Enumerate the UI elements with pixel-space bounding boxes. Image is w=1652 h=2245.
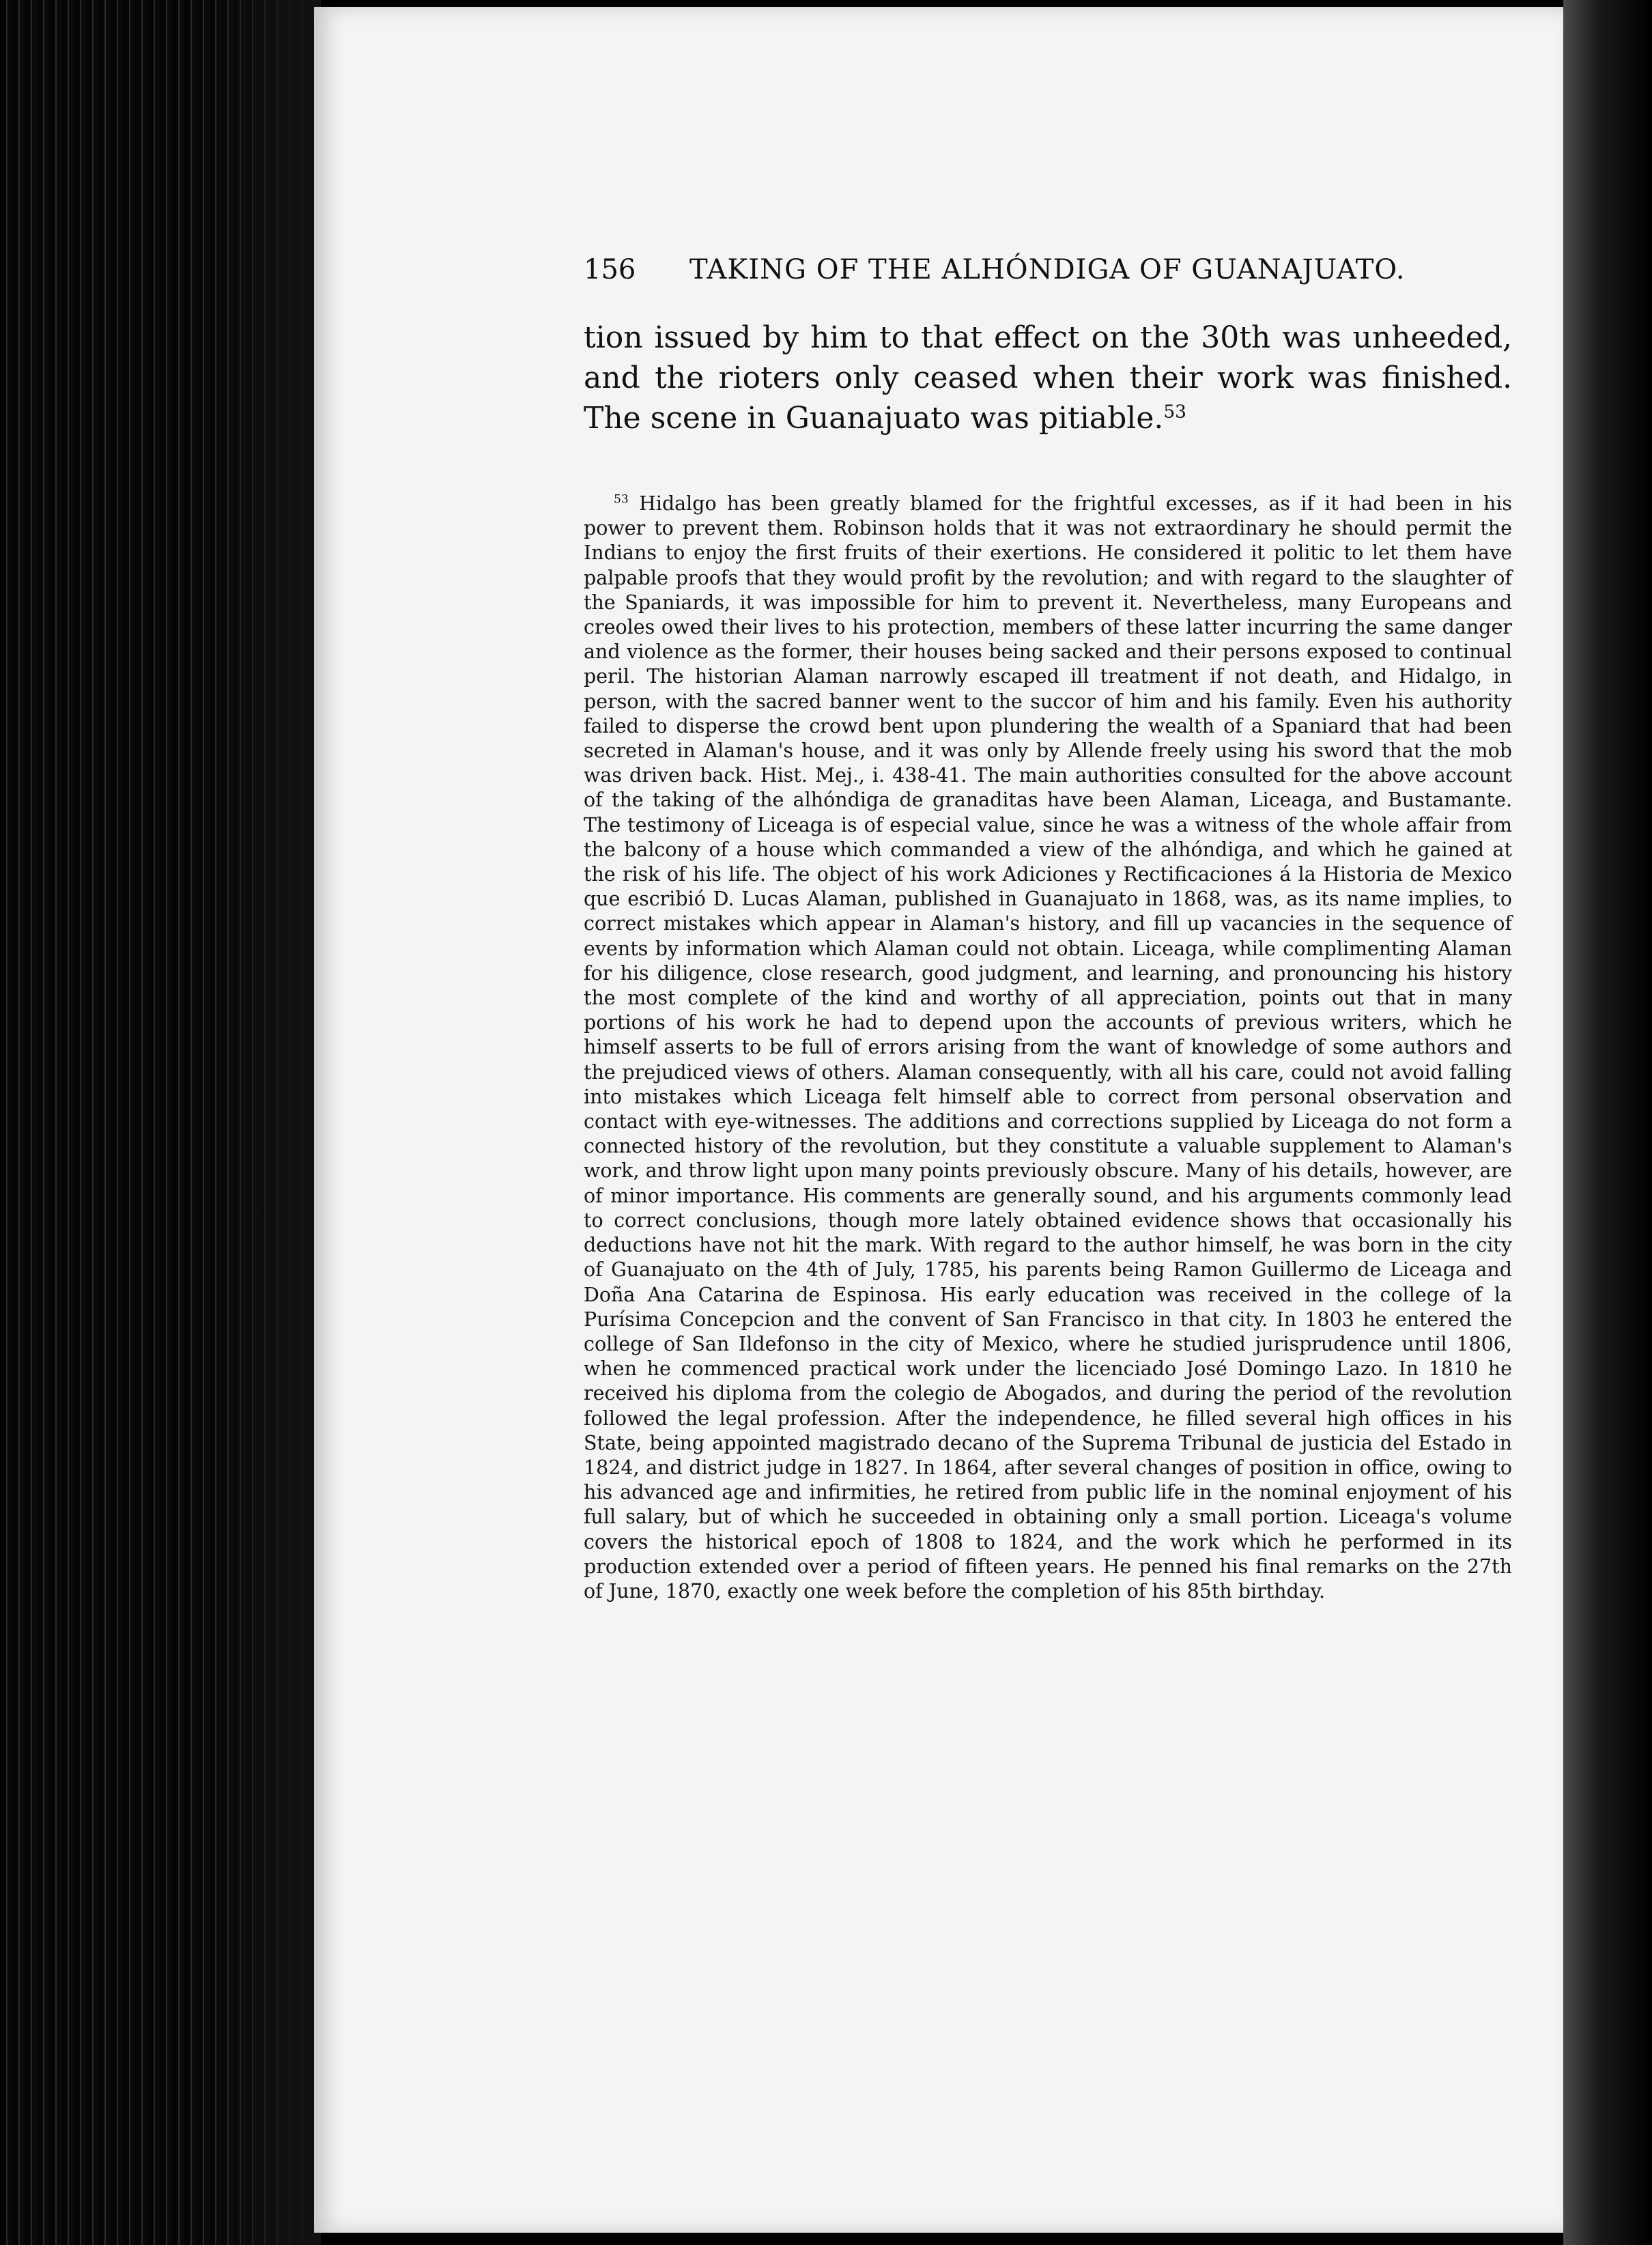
footnote [584,492,1512,1604]
book-cover-edge [1563,0,1652,2245]
running-head [584,254,1512,288]
page-number: 156 [584,254,636,285]
chapter-title: TAKING OF THE ALHÓNDIGA OF GUANAJUATO. [689,254,1406,285]
footnote-reference: 53 [1163,401,1186,423]
body-text: tion issued by him to that effect on the 30th was unheeded, and the rioters only ceased when their work was finished. The scene in Guanajuato was pitiable. [584,320,1512,436]
footnote-marker: 53 [614,492,629,507]
footnote-text: Hidalgo has been greatly blamed for the frightful excesses, as if it had been in his power to prevent them. Robinson holds that it was not extraordinary he should permit the Indians to enjoy the first fruits of their exertions. He considered it politic to let them have palpable proofs that they would profit by the revolution; and with regard to the slaughter of the Spaniards, it was impossible for him to prevent it. Nevertheless, many Europeans and creoles owed their lives to his protection, members of these latter incurring the same danger and violence as the former, their houses being sacked and their persons exposed to continual peril. The historian Alaman narrowly escaped ill treatment if not death, and Hidalgo, in person, with the sacred banner went to the succor of him and his family. Even his authority failed to disperse the crowd bent upon plundering the wealth of a Spaniard that had been secreted in Alaman's house, and it was only by Allende freely using his sword that the mob was driven back. Hist. Mej., i. 438-41. The main authorities consulted for the above account of the taking of the alhóndiga de granaditas have been Alaman, Liceaga, and Bustamante. The testimony of Liceaga is of especial value, since he was a witness of the whole affair from the balcony of a house which commanded a view of the alhóndiga, and which he gained at the risk of his life. The object of his work Adiciones y Rectificaciones á la Historia de Mexico que escribió D. Lucas Alaman, published in Guanajuato in 1868, was, as its name implies, to correct mistakes which appear in Alaman's history, and fill up vacancies in the sequence of events by information which Alaman could not obtain. Liceaga, while complimenting Alaman for his diligence, close research, good judgment, and learning, and pronouncing his history the most complete of the kind and worthy of all appreciation, points out that in many portions of his work he had to depend upon the accounts of previous writers, which he himself asserts to be full of errors arising from the want of knowledge of some authors and the prejudiced views of others. Alaman consequently, with all his care, could not avoid falling into mistakes which Liceaga felt himself able to correct from personal observation and contact with eye-witnesses. The additions and corrections supplied by Liceaga do not form a connected history of the revolution, but they constitute a valuable supplement to Alaman's work, and throw light upon many points previously obscure. Many of his details, however, are of minor importance. His comments are generally sound, and his arguments commonly lead to correct conclusions, though more lately obtained evidence shows that occasionally his deductions have not hit the mark. With regard to the author himself, he was born in the city of Guanajuato on the 4th of July, 1785, his parents being Ramon Guillermo de Liceaga and Doña Ana Catarina de Espinosa. His early education was received in the college of la Purísima Concepcion and the convent of San Francisco in that city. In 1803 he entered the college of San Ildefonso in the city of Mexico, where he studied jurisprudence until 1806, when he commenced practical work under the licenciado José Domingo Lazo. In 1810 he received his diploma from the colegio de Abogados, and during the period of the revolution followed the legal profession. After the independence, he filled several high offices in his State, being appointed magistrado decano of the Suprema Tribunal de justicia del Estado in 1824, and district judge in 1827. In 1864, after several changes of position in office, owing to his advanced age and infirmities, he retired from public life in the nominal enjoyment of his full salary, but of which he succeeded in obtaining only a small portion. Liceaga's volume covers the historical epoch of 1808 to 1824, and the work which he performed in its production extended over a period of fifteen years. He penned his final remarks on the 27th of June, 1870, exactly one week before the completion of his 85th birthday. [584,492,1512,1602]
body-paragraph [584,317,1512,438]
gutter-shadow [205,0,321,2245]
